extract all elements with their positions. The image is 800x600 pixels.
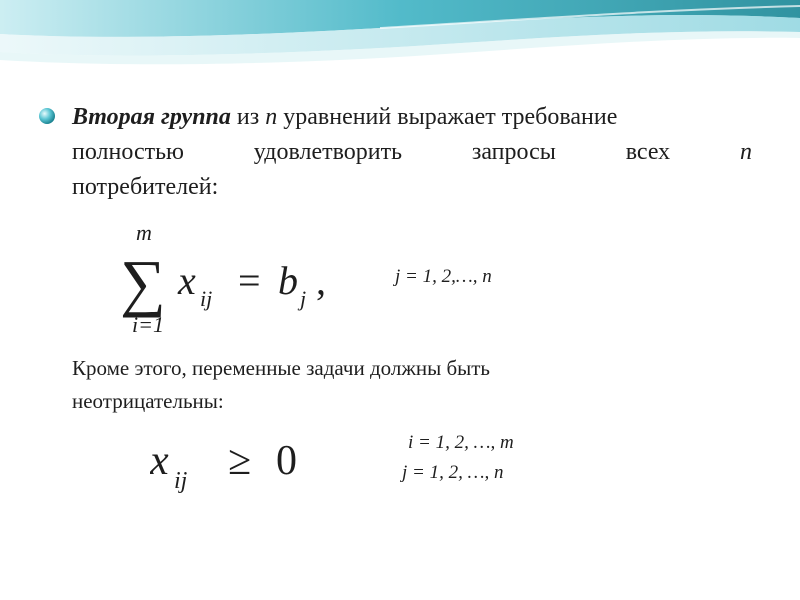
sum-lower-limit: i=1 bbox=[132, 312, 164, 337]
paragraph-line-2 bbox=[72, 135, 752, 170]
x-variable: x bbox=[150, 438, 169, 484]
equals-sign: = bbox=[238, 258, 261, 303]
lead-term: Вторая группа bbox=[72, 104, 231, 130]
zero: 0 bbox=[276, 438, 297, 484]
word: полностью bbox=[72, 139, 184, 165]
nonnegativity-inequality bbox=[150, 430, 350, 500]
var-n: n bbox=[739, 139, 752, 165]
x-subscript: ij bbox=[200, 286, 213, 311]
word: всех bbox=[625, 139, 671, 165]
header-wave-decoration bbox=[0, 0, 800, 90]
geq-sign: ≥ bbox=[228, 438, 252, 484]
paragraph-second-group bbox=[72, 100, 752, 205]
sum-upper-limit: m bbox=[136, 222, 152, 245]
x-subscript: ij bbox=[174, 468, 188, 494]
paragraph-line-2: неотрицательны: bbox=[72, 389, 224, 413]
paragraph-line-1 bbox=[72, 100, 752, 135]
text-a: из bbox=[230, 104, 266, 130]
b-subscript: j bbox=[300, 286, 307, 311]
text-b: уравнений выражает требование bbox=[277, 104, 618, 130]
teal-sphere-bullet-icon bbox=[38, 107, 56, 125]
index-range-j: j = 1, 2,…, n bbox=[395, 266, 492, 287]
word: удовлетворить bbox=[253, 139, 403, 165]
sigma-symbol: ∑ bbox=[120, 247, 166, 318]
sum-equation bbox=[120, 222, 380, 337]
comma: , bbox=[316, 258, 326, 303]
paragraph-line-3: потребителей: bbox=[72, 174, 219, 200]
x-variable: x bbox=[178, 258, 196, 303]
var-n: n bbox=[265, 104, 278, 130]
b-variable: b bbox=[278, 258, 298, 303]
index-range-j-2: j = 1, 2, …, n bbox=[402, 462, 504, 483]
paragraph-line-1: Кроме этого, переменные задачи должны быть bbox=[72, 356, 490, 380]
paragraph-nonnegativity bbox=[72, 352, 632, 418]
word: запросы bbox=[471, 139, 556, 165]
index-range-i: i = 1, 2, …, m bbox=[408, 432, 514, 453]
